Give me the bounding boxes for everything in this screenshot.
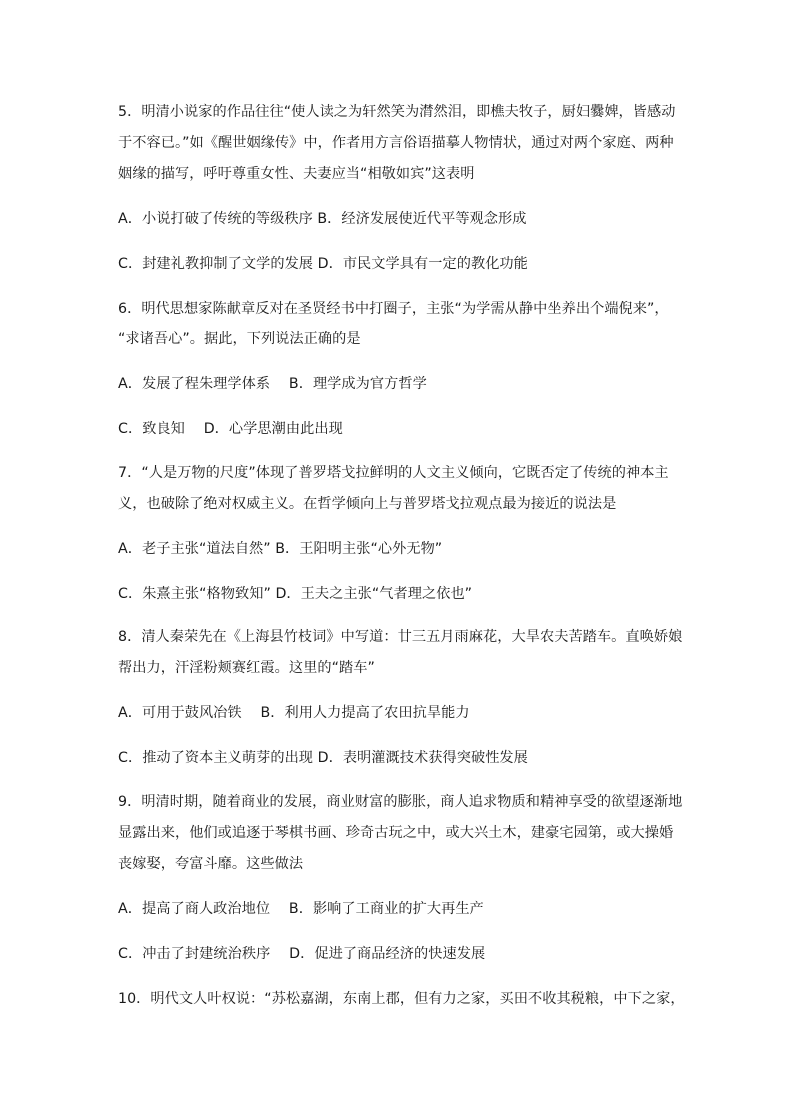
q5-option-line-1: A．小说打破了传统的等级秩序 B．经济发展使近代平等观念形成	[118, 211, 527, 227]
q8-option-line-1: A．可用于鼓风冶铁 B．利用人力提高了农田抗旱能力	[118, 705, 470, 721]
q8-stem-line-1: 8．清人秦荣先在《上海县竹枝词》中写道：廿三五月雨麻花，大旱农夫苦踏车。直唤娇娘	[118, 629, 683, 645]
q7-stem-line-1: 7．“人是万物的尺度”体现了普罗塔戈拉鲜明的人文主义倾向，它既否定了传统的神本主	[118, 465, 669, 481]
q9-stem-line-3: 丧嫁娶，夸富斗靡。这些做法	[118, 856, 304, 872]
q6-option-line-2: C．致良知 D．心学思潮由此出现	[118, 421, 343, 437]
q9-option-line-1: A．提高了商人政治地位 B．影响了工商业的扩大再生产	[118, 901, 484, 917]
q5-stem-line-1: 5．明清小说家的作品往往“使人读之为轩然笑为潸然泪，即樵夫牧子，厨妇爨婢，皆感动	[118, 104, 676, 120]
q5-stem-line-3: 姻缘的描写，呼吁尊重女性、夫妻应当“相敬如宾”这表明	[118, 166, 475, 182]
q6-stem-line-2: “求诸吾心”。据此，下列说法正确的是	[118, 331, 361, 347]
q10-stem-line-1: 10．明代文人叶权说：“苏松嘉湖，东南上郡，但有力之家，买田不收其税粮，中下之家，	[118, 991, 685, 1007]
q7-stem-line-2: 义，也破除了绝对权威主义。在哲学倾向上与普罗塔戈拉观点最为接近的说法是	[118, 496, 617, 512]
q7-option-line-2: C．朱熹主张“格物致知” D．王夫之主张“气者理之依也”	[118, 586, 473, 602]
q6-stem-line-1: 6．明代思想家陈献章反对在圣贤经书中打圈子，主张“为学需从静中坐养出个端倪来”，	[118, 301, 669, 317]
q9-stem-line-1: 9．明清时期，随着商业的发展，商业财富的膨胀，商人追求物质和精神享受的欲望逐渐地	[118, 794, 683, 810]
q5-stem-line-2: 于不容已。”如《醒世姻缘传》中，作者用方言俗语描摹人物情状，通过对两个家庭、两种	[118, 135, 674, 151]
q5-option-line-2: C．封建礼教抑制了文学的发展 D．市民文学具有一定的教化功能	[118, 256, 528, 272]
q9-stem-line-2: 显露出来，他们或追逐于琴棋书画、珍奇古玩之中，或大兴土木，建豪宅园第，或大操婚	[118, 825, 674, 841]
q8-stem-line-2: 帮出力，汗淫粉颊赛红霞。这里的“踏车”	[118, 660, 375, 676]
q6-option-line-1: A．发展了程朱理学体系 B．理学成为官方哲学	[118, 376, 427, 392]
q8-option-line-2: C．推动了资本主义萌芽的出现 D．表明灌溉技术获得突破性发展	[118, 750, 528, 766]
q9-option-line-2: C．冲击了封建统治秩序 D．促进了商品经济的快速发展	[118, 946, 486, 962]
q7-option-line-1: A．老子主张“道法自然” B．王阳明主张“心外无物”	[118, 541, 443, 557]
